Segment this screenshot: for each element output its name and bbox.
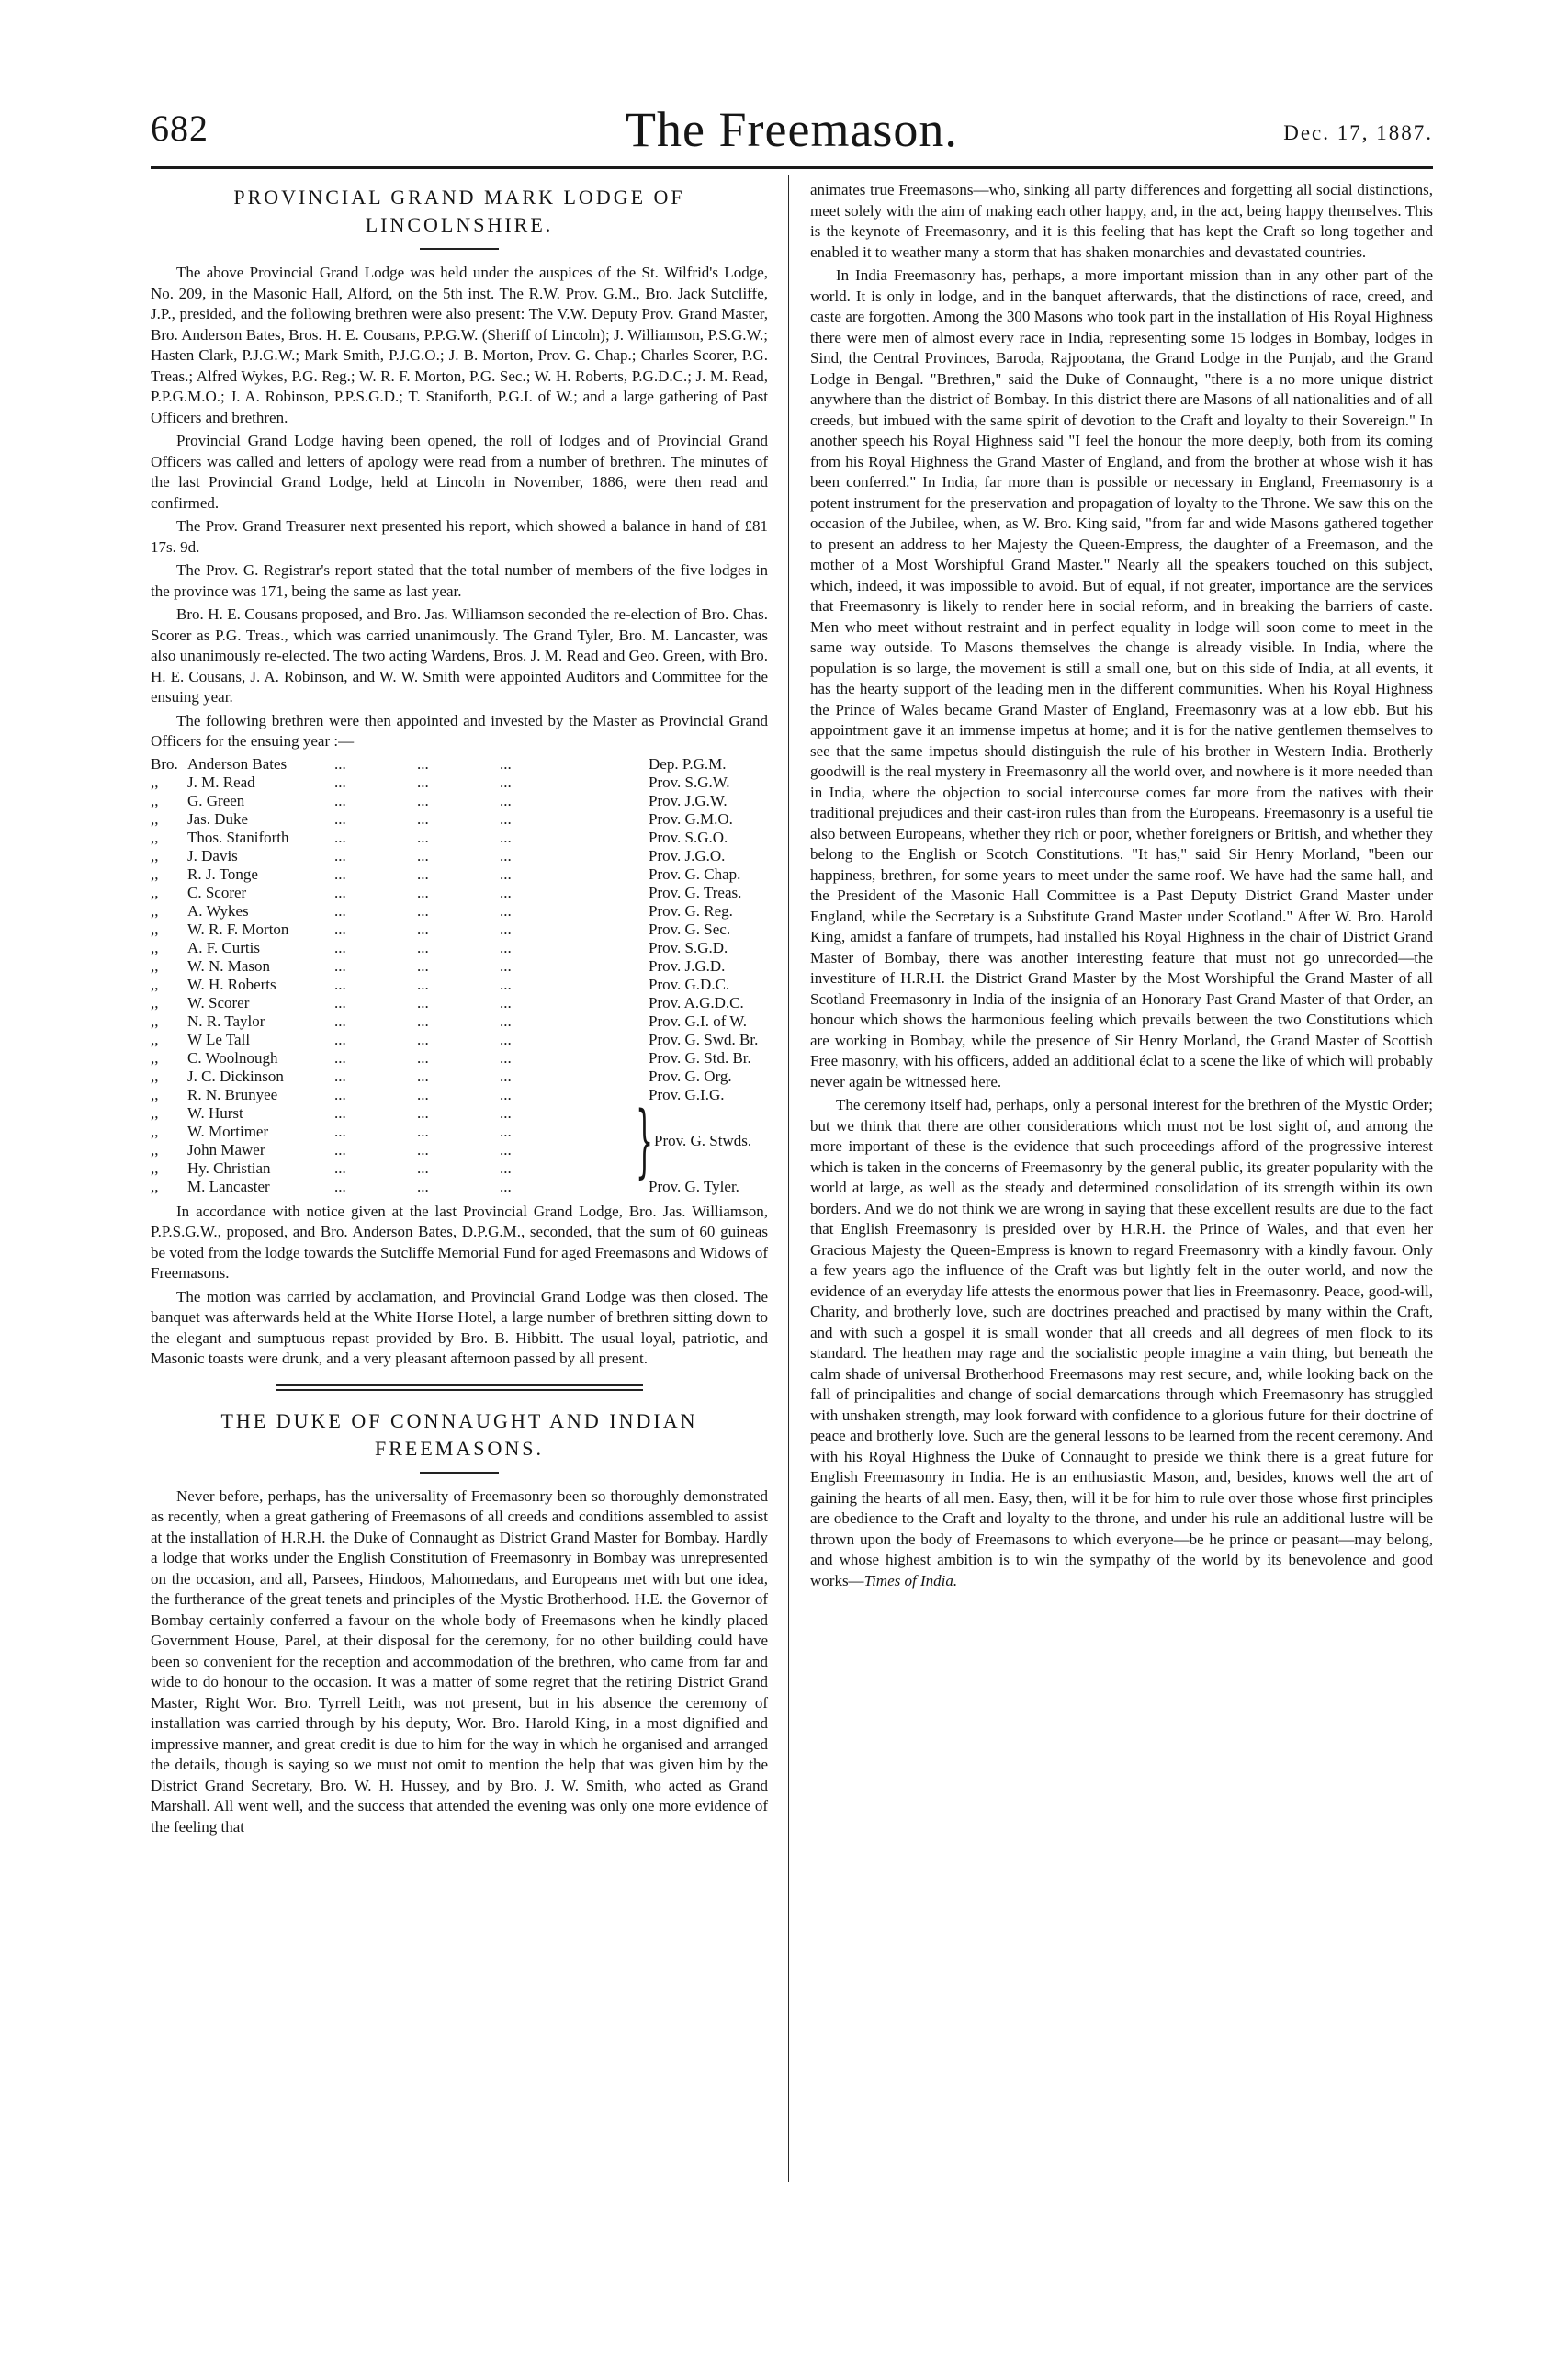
leader-dots: ... ... ... — [334, 883, 512, 901]
officer-prefix: ,, — [151, 1048, 159, 1067]
leader-dots: ... ... ... — [334, 773, 512, 791]
officer-name: W. N. Mason — [187, 956, 271, 975]
officer-name: W Le Tall — [187, 1030, 251, 1048]
officer-office: Prov. G.I. of W. — [649, 1011, 748, 1030]
officer-row — [151, 957, 768, 976]
officer-row — [151, 976, 768, 994]
leader-dots: ... ... ... — [334, 1140, 512, 1158]
officer-name: N. R. Taylor — [187, 1011, 265, 1030]
officer-prefix: ,, — [151, 1103, 159, 1122]
officer-name: W. H. Roberts — [187, 975, 276, 993]
leader-dots: ... ... ... — [334, 975, 512, 993]
masthead-rule — [151, 166, 1433, 169]
lincolnshire-heading: PROVINCIAL GRAND MARK LODGE OF LINCOLNSHIRE. — [233, 186, 685, 236]
lincolnshire-paragraph-5: Bro. H. E. Cousans proposed, and Bro. Jas. Williamson seconded the re-election of Bro. Chas. Scorer as P.G. Treas., which was carried unanimously. The Grand Tyler, Bro. M. Lancaster, was also unanimously re-elected. The two acting Wardens, Bros. J. M. Read and Geo. Green, with Bro. H. E. Cousans, J. A. Robinson, and W. W. Smith were appointed Auditors and Committee for the ensuing year. — [151, 605, 768, 706]
officer-prefix: ,, — [151, 975, 159, 993]
officer-office: Prov. G. Swd. Br. — [649, 1030, 759, 1048]
right-column — [810, 180, 1433, 1594]
officer-name: M. Lancaster — [187, 1177, 270, 1195]
steward-row — [151, 1104, 768, 1123]
officer-prefix: ,, — [151, 846, 159, 865]
officer-row — [151, 755, 768, 774]
officer-prefix: ,, — [151, 1122, 159, 1140]
leader-dots: ... ... ... — [334, 993, 512, 1011]
officer-row — [151, 884, 768, 902]
leader-dots: ... ... ... — [334, 938, 512, 956]
officer-name: Thos. Staniforth — [187, 828, 289, 846]
officer-name: Hy. Christian — [187, 1158, 271, 1177]
connaught-paragraph-2: In India Freemasonry has, perhaps, a more important mission than in any other part of the world. It is only in lodge, and in the banquet afterwards, that the distinctions of race, creed, and caste are forgotten. Among the 300 Masons who took part in the installation of His Royal Highness there were men of almost every race in India, representing some 15 lodges in Bombay, lodges in Sind, the Central Provinces, Baroda, Rajpootana, the Grand Lodge in the Punjab, and the Grand Lodge in Bengal. "Brethren," said the Duke of Connaught, "there is a no more unique district anywhere than the district of Bombay. In this district there are Masons of all nationalities and of all creeds, but imbued with the same spirit of devotion to the Craft and loyalty to their Sovereign." In another speech his Royal Highness said "I feel the honour the more deeply, both from its coming from his Royal Highness the Grand Master of England, and from the brother at whose wish it has been conferred." In India, far more than is possible or necessary in England, Freemasonry is a potent instrument for the preservation and propagation of loyalty to the Throne. We saw this on the occasion of the Jubilee, when, as W. Bro. King said, "from far and wide Masons gathered together to present an address to her Majesty the Queen-Empress, the daughter of a Freemason, and the mother of a Most Worshipful Grand Master." Nearly all the speakers touched on this subject, which, indeed, it was impossible to avoid. But of equal, if not greater, importance are the services that Freemasonry is likely to render here in social reform, and in breaking the barriers of caste. Men who meet without restraint and in perfect equality in lodge will soon come to meet in the same way outside. To Masons themselves the change is already visible. In India, where the population is so large, the movement is still a small one, but on this side of India, at all events, it has the hearty support of the leading men in the different communities. When his Royal Highness the Prince of Wales became Grand Master of England, Freemasonry was at a low ebb. But his appointment gave it an immense impetus at home; and it is for the native gentlemen themselves to see that the same impetus should distinguish the rule of his brother in Western India. Brotherly goodwill is the real mystery in Freemasonry all the world over, and nowhere is it more needed than in India, where the objection to social intercourse comes far more from the natives with their traditional prejudices and their cast-iron rules than from the Europeans. Freemasonry is a useful tie also between Europeans, whether they rich or poor, whether foreigners or British, and whether they belong to the English or Scotch Constitutions. "It has," said Sir Henry Morland, "been our happiness, brethren, for some years to meet under the same roof. We have had the same hall, and the President of the Masonic Hall Committee is a Past Deputy District Grand Master under England, while the Secretary is a Substitute Grand Master under Scotland." After W. Bro. Harold King, amidst a fanfare of trumpets, had installed his Royal Highness in the chair of District Grand Master of Bombay, there was another interesting feature that must not go unrecorded—the investiture of H.R.H. the District Grand Master by the Most Worshipful the Grand Master of all Scotland Freemasonry in India of the insignia of an Honorary Past Grand Master of that Order, an honour which shows the harmonious feeling which prevails between the two Constitutions which are working in Bombay, while the presence of Sir Henry Morland, the Grand Master of Scottish Free masonry, with his officers, added an additional éclat to a scene the like of which will probably never again be witnessed here. — [810, 266, 1433, 1091]
leader-dots: ... ... ... — [334, 809, 512, 828]
officer-prefix: ,, — [151, 809, 159, 828]
officer-office: Dep. P.G.M. — [649, 754, 727, 773]
officer-prefix: ,, — [151, 1030, 159, 1048]
officer-prefix: ,, — [151, 1158, 159, 1177]
officer-prefix: ,, — [151, 773, 159, 791]
leader-dots: ... ... ... — [334, 1048, 512, 1067]
steward-row — [151, 1159, 768, 1178]
lincolnshire-paragraph-2: Provincial Grand Lodge having been opened, the roll of lodges and of Provincial Grand Officers was called and letters of apology were read from a number of brethren. The minutes of the last Provincial Grand Lodge, held at Lincoln in November, 1886, were then read and confirmed. — [151, 432, 768, 512]
officer-prefix: ,, — [151, 1085, 159, 1103]
officer-name: W. R. F. Morton — [187, 920, 289, 938]
connaught-paragraph-1-continued: animates true Freemasons—who, sinking all party differences and forgetting all social distinctions, meet solely with the aim of making each other happy, and, in the act, being happy themselves. This is the keynote of Freemasonry, and it is this feeling that has kept the Craft so long together and enabled it to weather many a storm that has shaken monarchies and devastated countries. — [810, 181, 1433, 261]
officer-name: G. Green — [187, 791, 245, 809]
officer-name: W. Hurst — [187, 1103, 243, 1122]
stewards-office: Prov. G. Stwds. — [654, 1131, 752, 1149]
officer-office: Prov. G.M.O. — [649, 809, 733, 828]
officer-row — [151, 1031, 768, 1049]
officer-row — [151, 774, 768, 792]
connaught-paragraph-3 — [810, 1095, 1433, 1591]
officer-name: C. Scorer — [187, 883, 247, 901]
leader-dots: ... ... ... — [334, 1177, 512, 1195]
officer-prefix: ,, — [151, 1140, 159, 1158]
officer-name: W. Mortimer — [187, 1122, 269, 1140]
connaught-heading: THE DUKE OF CONNAUGHT AND INDIAN FREEMASONS. — [220, 1408, 698, 1460]
officer-office: Prov. G. Chap. — [649, 865, 741, 883]
leader-dots: ... ... ... — [334, 865, 512, 883]
column-divider — [788, 175, 789, 2182]
leader-dots: ... ... ... — [334, 1085, 512, 1103]
leader-dots: ... ... ... — [334, 791, 512, 809]
leader-dots: ... ... ... — [334, 956, 512, 975]
officer-name: W. Scorer — [187, 993, 250, 1011]
leader-dots: ... ... ... — [334, 846, 512, 865]
officer-name: Jas. Duke — [187, 809, 249, 828]
lincolnshire-paragraph-3: The Prov. Grand Treasurer next presented his report, which showed a balance in hand of £81 17s. 9d. — [151, 517, 768, 556]
connaught-paragraph-1: Never before, perhaps, has the universality of Freemasonry been so thoroughly demonstrated as recently, when a great gathering of Freemasons of all creeds and conditions assembled to assist at the installation of H.R.H. the Duke of Connaught as District Grand Master for Bombay. Hardly a lodge that works under the English Constitution of Freemasonry in Bombay was unrepresented on the occasion, and all, Parsees, Hindoos, Mahomedans, and Europeans met with but one idea, the furtherance of the great tenets and principles of the Mystic Brotherhood. H.E. the Governor of Bombay certainly conferred a favour on the whole body of Freemasons when he kindly placed Government House, Parel, at their disposal for the ceremony, for no other building could have been so convenient for the reception and accommodation of the brethren, who came from far and wide to do honour to the occasion. It was a matter of some regret that the retiring District Grand Master, Right Wor. Bro. Tyrrell Leith, was not present, but in his absence the ceremony of installation was carried through by his deputy, Wor. Bro. Harold King, in a most dignified and impressive manner, and great credit is due to him for the way in which he organised and arranged the details, though is saying so we must not omit to mention the help that was given him by the District Grand Secretary, Bro. W. H. Hussey, and by Bro. J. W. Smith, who acted as Grand Marshall. All went well, and the success that attended the evening was only one more evidence of the feeling that — [151, 1486, 768, 1836]
officer-row — [151, 792, 768, 810]
leader-dots: ... ... ... — [334, 920, 512, 938]
leader-dots: ... ... ... — [334, 1122, 512, 1140]
officer-row — [151, 902, 768, 921]
officer-name: John Mawer — [187, 1140, 265, 1158]
officer-name: J. Davis — [187, 846, 238, 865]
article-separator — [276, 1384, 643, 1391]
officer-row — [151, 921, 768, 939]
officer-prefix: ,, — [151, 791, 159, 809]
leader-dots: ... ... ... — [334, 1030, 512, 1048]
officer-office: Prov. G. Tyler. — [649, 1177, 739, 1195]
leader-dots: ... ... ... — [334, 754, 512, 773]
source-credit: Times of India. — [863, 1571, 958, 1589]
leader-dots: ... ... ... — [334, 828, 512, 846]
officer-name: J. C. Dickinson — [187, 1067, 284, 1085]
officer-name: A. Wykes — [187, 901, 249, 920]
officer-office: Prov. G. Std. Br. — [649, 1048, 751, 1067]
officer-office: Prov. G.I.G. — [649, 1085, 725, 1103]
heading-rule — [420, 1472, 499, 1474]
officer-name: C. Woolnough — [187, 1048, 278, 1067]
lincolnshire-paragraph-6: The following brethren were then appointed and invested by the Master as Provincial Grand Officers for the ensuing year :— — [151, 711, 768, 750]
leader-dots: ... ... ... — [334, 1011, 512, 1030]
officer-office: Prov. G. Org. — [649, 1067, 732, 1085]
issue-date: Dec. 17, 1887. — [1283, 121, 1433, 144]
officer-row — [151, 994, 768, 1012]
officer-office: Prov. G. Treas. — [649, 883, 742, 901]
officer-office: Prov. S.G.D. — [649, 938, 728, 956]
officer-row — [151, 939, 768, 957]
lincolnshire-paragraph-4: The Prov. G. Registrar's report stated that the total number of members of the five lodges in the province was 171, being the same as last year. — [151, 561, 768, 600]
officer-row — [151, 1049, 768, 1068]
officer-prefix: ,, — [151, 956, 159, 975]
leader-dots: ... ... ... — [334, 1158, 512, 1177]
leader-dots: ... ... ... — [334, 1103, 512, 1122]
officer-office: Prov. G. Sec. — [649, 920, 731, 938]
officer-row — [151, 1068, 768, 1086]
officer-prefix: Bro. — [151, 754, 178, 773]
masthead — [151, 101, 1433, 164]
officer-row — [151, 829, 768, 847]
officer-office — [649, 1104, 768, 1123]
brace-bracket: } — [636, 1094, 654, 1187]
heading-rule — [420, 248, 499, 250]
officer-office: Prov. J.G.O. — [649, 846, 726, 865]
leader-dots: ... ... ... — [334, 901, 512, 920]
officer-prefix: ,, — [151, 993, 159, 1011]
officer-prefix: ,, — [151, 883, 159, 901]
lincolnshire-paragraph-1: The above Provincial Grand Lodge was held under the auspices of the St. Wilfrid's Lodge, No. 209, in the Masonic Hall, Alford, on the 5th inst. The R.W. Prov. G.M., Bro. Jack Sutcliffe, J.P., presided, and the following brethren were also present: The V.W. Deputy Prov. Grand Master, Bro. Anderson Bates, Bros. H. E. Cousans, P.P.G.W. (Sheriff of Lincoln); J. Williamson, P.S.G.W.; Hasten Clark, P.J.G.W.; Mark Smith, P.J.G.O.; J. B. Morton, Prov. G. Chap.; Charles Scorer, P.G. Treas.; Alfred Wykes, P.G. Reg.; W. R. F. Morton, P.G. Sec.; W. H. Roberts, P.G.D.C.; J. M. Read, P.P.G.M.O.; J. A. Robinson, P.P.S.G.D.; T. Staniforth, P.G.I. of W.; and a large gathering of Past Officers and brethren. — [151, 264, 768, 426]
connaught-paragraph-3-text: The ceremony itself had, perhaps, only a personal interest for the brethren of the Mystic Order; but we think that there are other considerations which must not be lost sight of, and among the more important of these is the evidence that such proceedings afford of the progressive interest which is taken in the concerns of Freemasonry by the general public, its greater popularity with the world at large, as well as the steady and determined consolidation of its strength within its own borders. And we do not think we are wrong in saying that these excellent results are due to the fact that English Freemasonry is presided over by H.R.H. the Prince of Wales, and that even her Gracious Majesty the Queen-Empress is known to regard Freemasonry with a kindly favour. Only a few years ago the influence of the Craft was but lightly felt in the outer world, and now the evidence of an everyday life attests the enormous power that lies in Freemasonry. Peace, good-will, Charity, and brotherly love, such are doctrines preached and practised by many within the Craft, and with such a gospel it is small wonder that all creeds and all degrees of men flock to its standard. The heathen may rage and the socialistic people imagine a vain thing, but beneath the calm shade of universal Brotherhood Freemasons may rest secure, and, while looking back on the fall of principalities and change of social demarcations through which Freemasonry has struggled with unshaken strength, may look forward with confidence to a glorious future for their doctrine of peace and brotherly love. Such are the general lessons to be learned from the recent ceremony. And with his Royal Highness the Duke of Connaught to preside we think there is a great future for English Freemasonry in India. He is an enthusiastic Mason, and, besides, knows well the art of gaining the hearts of all men. Easy, then, will it be for him to rule over those whose first principles are obedience to the Craft and loyalty to the throne, and under his rule an additional lustre will be thrown upon the body of Freemasons to which everyone—be he prince or peasant—may belong, and whose highest ambition is to win the sympathy of the world by its benevolence and good works— — [810, 1096, 1433, 1589]
officer-office: Prov. J.G.D. — [649, 956, 726, 975]
publication-title: The Freemason. — [626, 102, 958, 157]
page-number: 682 — [151, 107, 209, 149]
officer-office: Prov. S.G.O. — [649, 828, 728, 846]
lincolnshire-paragraph-7: In accordance with notice given at the last Provincial Grand Lodge, Bro. Jas. Williamson, P.P.S.G.W., proposed, and Bro. Anderson Bates, D.P.G.M., seconded, that the sum of 60 guineas be voted from the lodge towards the Sutcliffe Memorial Fund for aged Freemasons and Widows of Freemasons. — [151, 1202, 768, 1282]
officer-prefix: ,, — [151, 828, 159, 846]
officer-office: Prov. A.G.D.C. — [649, 993, 744, 1011]
officer-name: Anderson Bates — [187, 754, 288, 773]
officer-prefix: ,, — [151, 901, 159, 920]
lincolnshire-paragraph-8: The motion was carried by acclamation, and Provincial Grand Lodge was then closed. The banquet was afterwards held at the White Horse Hotel, a large number of brethren sitting down to the elegant and sumptuous repast provided by Bro. B. Hibbitt. The usual loyal, patriotic, and Masonic toasts were drunk, and a very pleasant afternoon passed by all present. — [151, 1287, 768, 1367]
officer-name: R. J. Tonge — [187, 865, 258, 883]
tyler-row — [151, 1178, 768, 1196]
officer-office: Prov. G.D.C. — [649, 975, 730, 993]
officer-prefix: ,, — [151, 1011, 159, 1030]
officer-prefix: ,, — [151, 865, 159, 883]
officer-prefix: ,, — [151, 1177, 159, 1195]
officer-name: A. F. Curtis — [187, 938, 260, 956]
officer-office: Prov. S.G.W. — [649, 773, 730, 791]
officer-prefix: ,, — [151, 1067, 159, 1085]
officer-row — [151, 865, 768, 884]
officer-row — [151, 810, 768, 829]
officer-name: R. N. Brunyee — [187, 1085, 278, 1103]
leader-dots: ... ... ... — [334, 1067, 512, 1085]
officer-row — [151, 847, 768, 865]
left-column — [151, 180, 768, 1840]
officer-row — [151, 1086, 768, 1104]
officer-prefix: ,, — [151, 920, 159, 938]
officer-row — [151, 1012, 768, 1031]
officer-office — [649, 1159, 768, 1178]
officer-office: Prov. G. Reg. — [649, 901, 733, 920]
officer-name: J. M. Read — [187, 773, 255, 791]
officer-prefix: ,, — [151, 938, 159, 956]
officers-list — [151, 755, 768, 1196]
officer-office: Prov. J.G.W. — [649, 791, 728, 809]
